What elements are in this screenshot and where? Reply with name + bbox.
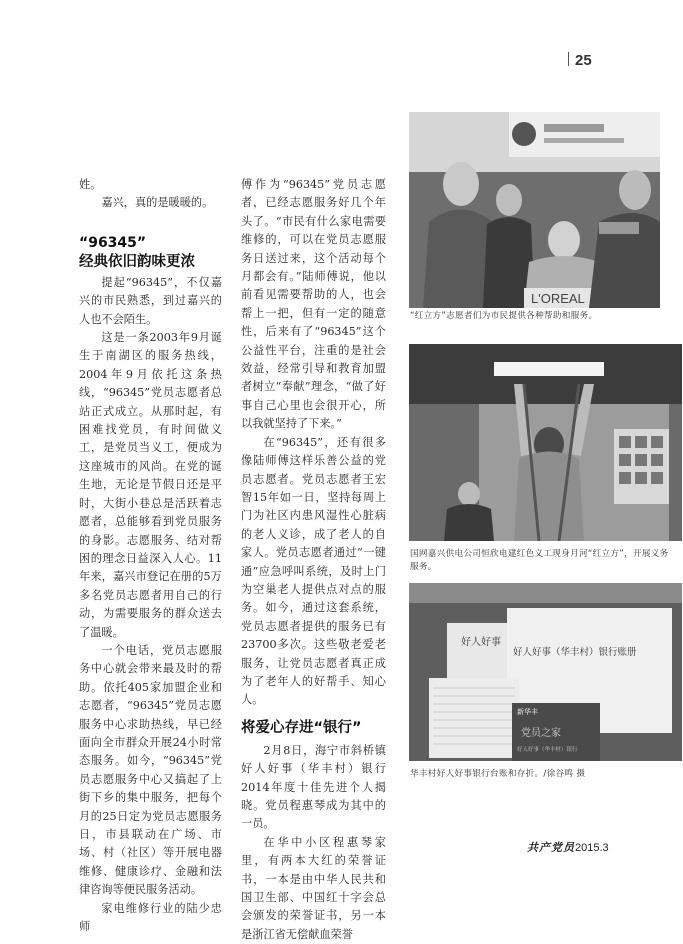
section-heading-title: 经典依旧韵味更浓	[79, 253, 195, 270]
footer-masthead	[527, 839, 609, 855]
photo-sign-text: L'OREAL	[531, 291, 585, 306]
text-column-left	[79, 176, 222, 936]
page-number	[568, 52, 592, 69]
photo-electric-illustration	[409, 344, 682, 541]
paragraph: 提起“96345”，不仅嘉兴的市民熟悉，到过嘉兴的人也不会陌生。	[79, 275, 222, 326]
paragraph: 嘉兴，真的是暖暖的。	[101, 196, 214, 210]
magazine-name: 共产党员	[527, 841, 575, 854]
paragraph: 在华中小区程惠琴家里，有两本大红的荣誉证书，一本是由中华人民共和国卫生部、中国红十字会总会颁发的荣誉证书，另一本是浙江省无偿献血荣誉	[241, 835, 386, 941]
photo-volunteers-service	[409, 112, 660, 308]
section-heading-number: “96345”	[79, 234, 147, 251]
book-cover-text: 好人好事	[461, 637, 501, 648]
photo-volunteers-illustration	[409, 112, 660, 308]
photo-caption: 国网嘉兴供电公司恒欣电建红色义工现身月河“红立方”，开展义务服务。	[410, 549, 669, 572]
paragraph: 这是一条2003年9月诞生于南湖区的服务热线，2004年9月依托这条热线，“96345”党员志愿者总站正式成立。从那时起，有困难找党员，有时间做义工，是党员当义工，便成为这座城市的风尚。在党的诞生地，无论是节假日还是平时，大街小巷总是活跃着志愿者，总能够看到党员服务的身影。志愿服务、结对帮困的理念日益深入人心。11年来，嘉兴市登记在册的5万多名党员志愿者用自己的行动，为需要服务的群众送去了温暖。	[79, 331, 222, 639]
photo-bank-books	[409, 583, 682, 761]
book-ledger-title: 好人好事（华丰村）银行账册	[513, 647, 637, 658]
paragraph: 傅作为“96345”党员志愿者，已经志愿服务好几个年头了。“市民有什么家电需要维修的，可以在党员志愿服务日送过来，这个活动每个月都会有。”陆师傅说，他以前看见需要帮助的人，也会帮上一把，但有一定的随意性，后来有了“96345”这个公益性平台，注重的是社会效益，经常引导和教育加盟者树立“奉献”理念，“做了好事自己心里也会很开心，所以我就坚持了下来。”	[241, 178, 386, 431]
photo-caption: 华丰村好人好事银行台账和存折。/徐谷鸣 摄	[410, 769, 586, 779]
photo-caption: “红立方”志愿者们为市民提供各种帮助和服务。	[410, 311, 598, 321]
photo-bank-books-illustration	[409, 583, 682, 761]
photo-electric-volunteers	[409, 344, 682, 541]
card-subtitle: 好人好事（华丰村）银行	[517, 747, 578, 753]
issue-number: 2015.3	[575, 842, 609, 854]
paragraph: 姓。	[79, 178, 102, 191]
card-brand: 新华丰	[517, 708, 538, 716]
paragraph: 在“96345”，还有很多像陆师傅这样乐善公益的党员志愿者。党员志愿者王宏智15年如一日，坚持每周上门为社区内患风湿性心脏病的老人义诊，成了老人的自家人。党员志愿者通过“一键通”应急呼叫系统，及时上门为空巢老人提供点对点的服务。如今，通过这套系统，党员志愿者提供的服务已有23700多次。这些敬老爱老服务，让党员志愿者真正成为了老年人的好帮手、知心人。	[241, 435, 386, 707]
section-heading-bank: 将爱心存进“银行”	[241, 719, 362, 736]
paragraph: 2月8日，海宁市斜桥镇好人好事（华丰村）银行2014年度十佳先进个人揭晓。党员程惠琴成为其中的一员。	[241, 743, 386, 831]
card-title: 党员之家	[521, 728, 561, 739]
paragraph: 家电维修行业的陆少忠师	[79, 901, 222, 934]
page-number-text: 25	[575, 52, 592, 69]
text-column-middle	[241, 176, 386, 944]
paragraph: 一个电话，党员志愿服务中心就会带来最及时的帮助。依托405家加盟企业和志愿者，“96345”党员志愿服务中心求助热线，早已经面向全市群众开展24小时常态服务。如今，“96345”党员志愿服务中心又搞起了上街下乡的集中服务，把每个月的25日定为党员志愿服务日，市县联动在广场、市场、村（社区）等开展电器维修、健康诊疗、金融和法律咨询等便民服务活动。	[79, 643, 222, 897]
